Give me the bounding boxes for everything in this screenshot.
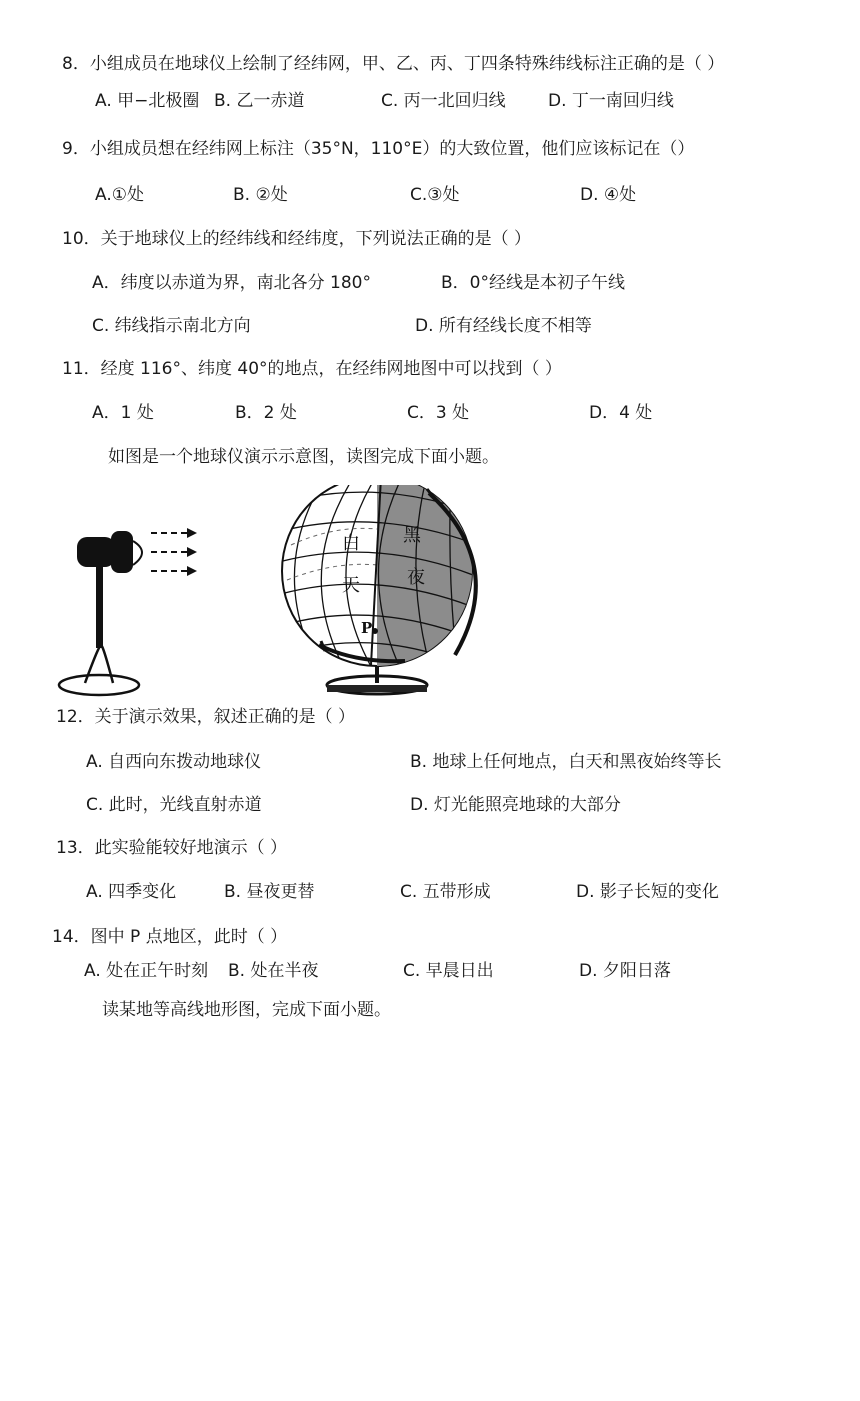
label-night-bottom: 夜 <box>407 567 425 588</box>
figure-intro: 如图是一个地球仪演示示意图，读图完成下面小题。 <box>108 447 499 467</box>
question-9-option-c: C.③处 <box>410 185 460 205</box>
question-8-option-c: C. 丙一北回归线 <box>381 91 506 111</box>
globe-demo-figure <box>55 485 505 700</box>
question-13-stem: 13．此实验能较好地演示（ ） <box>56 838 288 858</box>
question-14-option-d: D. 夕阳日落 <box>579 961 671 981</box>
light-rays <box>151 528 197 576</box>
contour-intro: 读某地等高线地形图，完成下面小题。 <box>102 1000 391 1020</box>
question-11-option-b: B．2 处 <box>235 403 297 423</box>
question-12-stem: 12．关于演示效果，叙述正确的是（ ） <box>56 707 356 727</box>
question-8-stem: 8．小组成员在地球仪上绘制了经纬网，甲、乙、丙、丁四条特殊纬线标注正确的是（ ） <box>62 54 725 74</box>
question-9-stem: 9．小组成员想在经纬网上标注（35°N，110°E）的大致位置，他们应该标记在（） <box>62 139 695 159</box>
question-9-option-d: D. ④处 <box>580 185 637 205</box>
label-point-p: P <box>361 619 373 637</box>
question-10-stem: 10．关于地球仪上的经纬线和经纬度，下列说法正确的是（ ） <box>62 229 532 249</box>
question-8-option-a: A. 甲−北极圈 <box>95 91 200 111</box>
question-13-option-c: C. 五带形成 <box>400 882 491 902</box>
question-10-option-a: A．纬度以赤道为界，南北各分 180° <box>92 273 371 293</box>
question-11-stem: 11．经度 116°、纬度 40°的地点，在经纬网地图中可以找到（ ） <box>62 359 562 379</box>
question-13-option-b: B. 昼夜更替 <box>224 882 315 902</box>
question-11-option-a: A．1 处 <box>92 403 154 423</box>
question-12-option-c: C. 此时，光线直射赤道 <box>86 795 262 815</box>
question-12-option-d: D. 灯光能照亮地球的大部分 <box>410 795 621 815</box>
label-day-top: 白 <box>342 533 360 554</box>
question-8-option-b: B. 乙一赤道 <box>214 91 305 111</box>
question-13-option-d: D. 影子长短的变化 <box>576 882 719 902</box>
question-9-option-a: A.①处 <box>95 185 144 205</box>
question-14-option-c: C. 早晨日出 <box>403 961 494 981</box>
question-14-option-a: A. 处在正午时刻 <box>84 961 209 981</box>
question-8-option-d: D. 丁一南回归线 <box>548 91 674 111</box>
question-11-option-d: D．4 处 <box>589 403 653 423</box>
question-14-stem: 14．图中 P 点地区，此时（ ） <box>52 927 288 947</box>
question-10-option-c: C. 纬线指示南北方向 <box>92 316 251 336</box>
lamp-icon <box>59 531 142 695</box>
question-14-option-b: B. 处在半夜 <box>228 961 319 981</box>
question-12-option-b: B. 地球上任何地点，白天和黑夜始终等长 <box>410 752 722 772</box>
question-10-option-b: B．0°经线是本初子午线 <box>441 273 625 293</box>
question-13-option-a: A. 四季变化 <box>86 882 177 902</box>
question-11-option-c: C．3 处 <box>407 403 470 423</box>
label-day-bottom: 天 <box>342 575 360 596</box>
question-9-option-b: B. ②处 <box>233 185 288 205</box>
globe-icon <box>273 485 497 694</box>
question-12-option-a: A. 自西向东拨动地球仪 <box>86 752 262 772</box>
question-10-option-d: D. 所有经线长度不相等 <box>415 316 592 336</box>
label-night-top: 黑 <box>403 525 421 546</box>
